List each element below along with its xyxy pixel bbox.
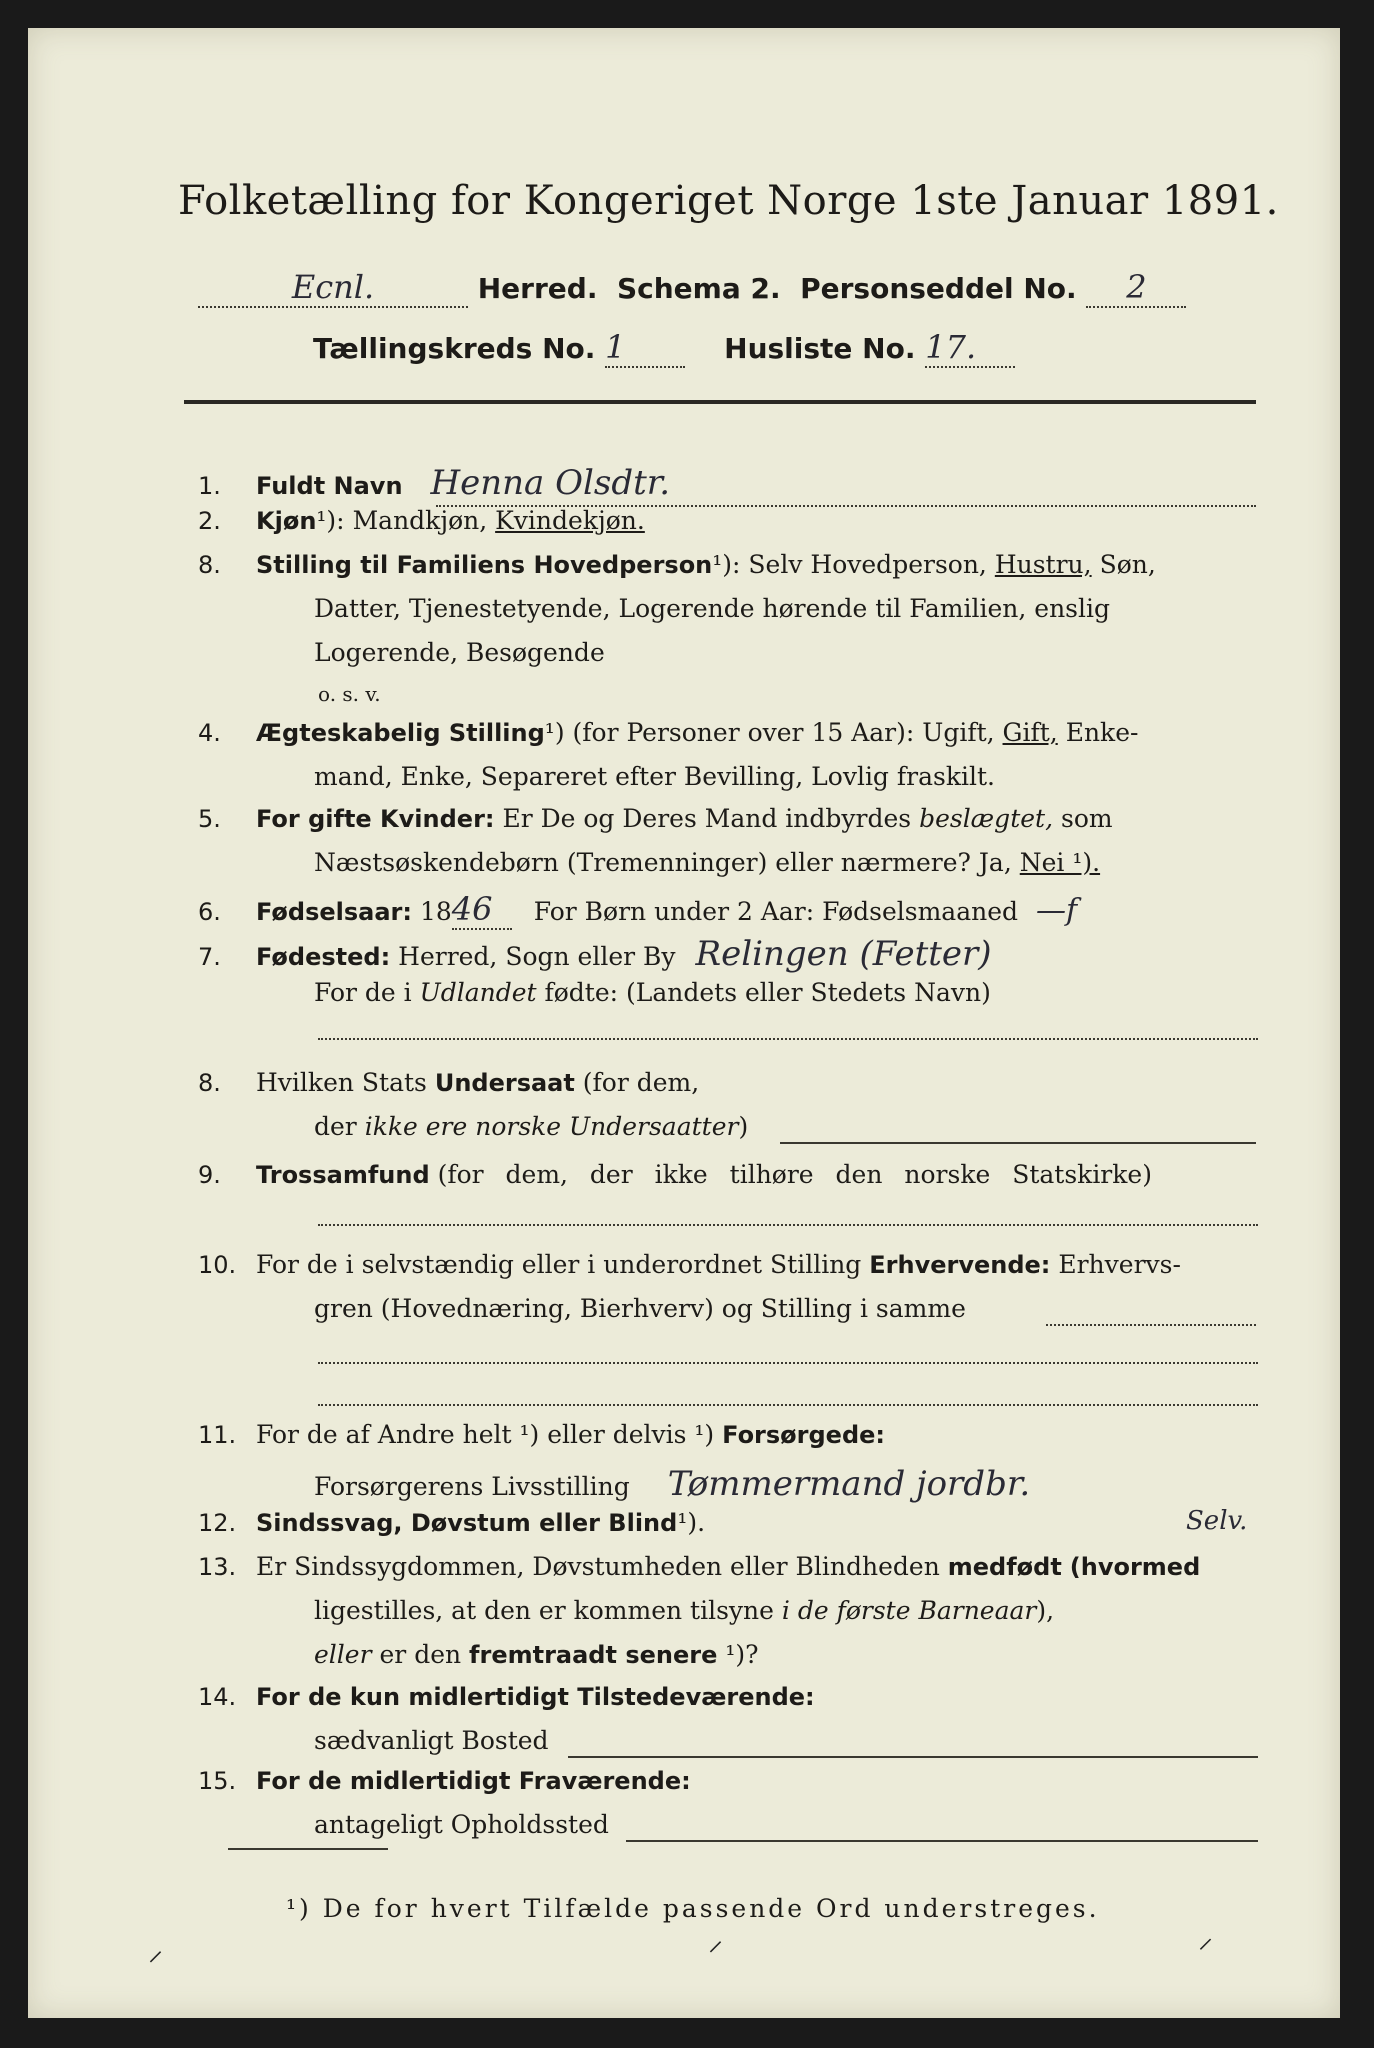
- item-6: 6. Fødselsaar: 1846 For Børn under 2 Aar: Fødselsmaaned —f: [198, 890, 1078, 928]
- personseddel-value: 2: [1086, 268, 1186, 308]
- husliste-value: 17.: [925, 328, 1015, 368]
- item-10: 10. For de i selvstændig eller i underordnet Stilling Erhvervende: Erhvervs-: [198, 1250, 1181, 1279]
- nei-underlined: Nei ¹).: [1019, 848, 1101, 877]
- hustru-underlined: Hustru,: [994, 550, 1092, 579]
- item-2: 2. Kjøn¹): Mandkjøn, Kvindekjøn.: [198, 506, 645, 535]
- form-title: Folketælling for Kongeriget Norge 1ste Januar 1891.: [178, 178, 1279, 224]
- item-8: 8. Hvilken Stats Undersaat (for dem,: [198, 1068, 700, 1097]
- footnote-rule: [228, 1848, 388, 1850]
- schema-label: Schema 2.: [616, 272, 781, 305]
- provider-answer: Tømmermand jordbr.: [667, 1464, 1031, 1504]
- kreds-value: 1: [605, 328, 685, 368]
- edge-mark: ⸍: [1198, 1933, 1213, 1968]
- herred-value: Ecnl.: [198, 268, 468, 308]
- item-7: 7. Fødested: Herred, Sogn eller By Relingen (Fetter): [198, 934, 992, 974]
- item-8-line2: der ikke ere norske Undersaatter): [314, 1112, 749, 1141]
- full-name-answer: Henna Olsdtr.: [430, 463, 671, 503]
- header-rule: [184, 400, 1256, 404]
- item-11: 11. For de af Andre helt ¹) eller delvis ¹) Forsørgede:: [198, 1420, 886, 1449]
- birthplace-answer: Relingen (Fetter): [695, 934, 992, 974]
- item-13-line3: eller er den fremtraadt senere ¹)?: [314, 1640, 759, 1669]
- item-5-line2: Næstsøskendebørn (Tremenninger) eller nærmere? Ja, Nei ¹).: [314, 848, 1101, 877]
- item-13-line2: ligestilles, at den er kommen tilsyne i de første Barneaar),: [314, 1596, 1055, 1625]
- item-14: 14. For de kun midlertidigt Tilstedeværende:: [198, 1683, 815, 1711]
- kreds-label: Tællingskreds No.: [313, 332, 596, 365]
- item-15: 15. For de midlertidigt Fraværende:: [198, 1767, 691, 1795]
- item-11-line2: Forsørgerens Livsstilling Tømmermand jordbr.: [314, 1464, 1031, 1504]
- edge-mark: ⸝: [148, 1933, 163, 1968]
- personseddel-label: Personseddel No.: [800, 272, 1077, 305]
- kreds-line: [313, 328, 1015, 368]
- birth-year-answer: 46: [452, 890, 512, 930]
- kvindekjon-underlined: Kvindekjøn.: [495, 506, 645, 535]
- item-7-line2: For de i Udlandet fødte: (Landets eller Stedets Navn): [314, 978, 991, 1007]
- item-4: 4. Ægteskabelig Stilling¹) (for Personer over 15 Aar): Ugift, Gift, Enke-: [198, 718, 1139, 747]
- herred-line: [198, 268, 1186, 308]
- item-1: 1. Fuldt Navn Henna Olsdtr.: [198, 463, 671, 503]
- census-form-sheet: Folketælling for Kongeriget Norge 1ste Januar 1891. Ecnl. Herred. Schema 2. Personseddel No. 2 Tællingskreds No. 1 Husliste No. 17. 1. Fuldt Navn Henna Olsdtr. 2. Kjøn¹): Mandkjøn, Kvindekjøn. 8. Stilling til Familiens Hovedperson¹): Selv Hovedperson, Hustru, Søn, Datter, Tjenestetyende, Logerende hørende til Familien, enslig Logerende, Besøgende o. s. v. 4. Ægteskabelig Stilling¹) (for Personer over 15 Aar): Ugift, Gift, Enke- mand, Enke, Separeret efter Bevilling, Lovlig fraskilt. 5. For gifte Kvinder: Er De og Deres Mand indbyrdes beslægtet, som Næstsøskendebørn (Tremenninger) eller nærmere? Ja, Nei ¹). 6. Fødselsaar: 1846 For Børn under 2 Aar: Fødselsmaaned —f 7. Fødested: Herred, Sogn eller By Relingen (Fetter) For de i Udlandet fødte: (Landets eller Stedets Navn) 8. Hvilken Stats Undersaat (for dem, der ikke ere norske Undersaatter) 9. Trossamfund (for dem, der ikke tilhøre den norske Statskirke) 10. For de i selvstændig eller i underordnet Stilling Erhvervende: Erhvervs- gren (Hovednæring, Bierhverv) og Stilling i samme 11. For de af Andre helt ¹) eller delvis ¹) Forsørgede: Forsørgerens Livsstilling Tømmermand jordbr. Selv. 12. Sindssvag, Døvstum eller Blind¹). 13. Er Sindssygdommen, Døvstumheden eller Blindheden medfødt (hvormed ligestilles, at den er kommen tilsyne i de første Barneaar), eller er den fremtraadt senere ¹)? 14. For de kun midlertidigt Tilstedeværende: sædvanligt Bosted 15. For de midlertidigt Fraværende: antageligt Opholdssted ¹) De for hvert Tilfælde passende Ord understreges. ⸝ ⸝ ⸍: [28, 28, 1340, 2018]
- item-5: 5. For gifte Kvinder: Er De og Deres Mand indbyrdes beslægtet, som: [198, 804, 1113, 833]
- footnote: ¹) De for hvert Tilfælde passende Ord understreges.: [286, 1894, 1100, 1923]
- item-3: 8. Stilling til Familiens Hovedperson¹): Selv Hovedperson, Hustru, Søn,: [198, 550, 1156, 579]
- item-13: 13. Er Sindssygdommen, Døvstumheden eller Blindheden medfødt (hvormed: [198, 1552, 1201, 1581]
- husliste-label: Husliste No.: [724, 332, 916, 365]
- item-9: 9. Trossamfund (for dem, der ikke tilhøre den norske Statskirke): [198, 1160, 1152, 1189]
- herred-label: Herred.: [477, 272, 598, 305]
- gift-underlined: Gift,: [1002, 718, 1058, 747]
- item-12: 12. Sindssvag, Døvstum eller Blind¹).: [198, 1508, 706, 1537]
- edge-mark: ⸝: [708, 1923, 723, 1958]
- provider-answer-2: Selv.: [1186, 1506, 1248, 1536]
